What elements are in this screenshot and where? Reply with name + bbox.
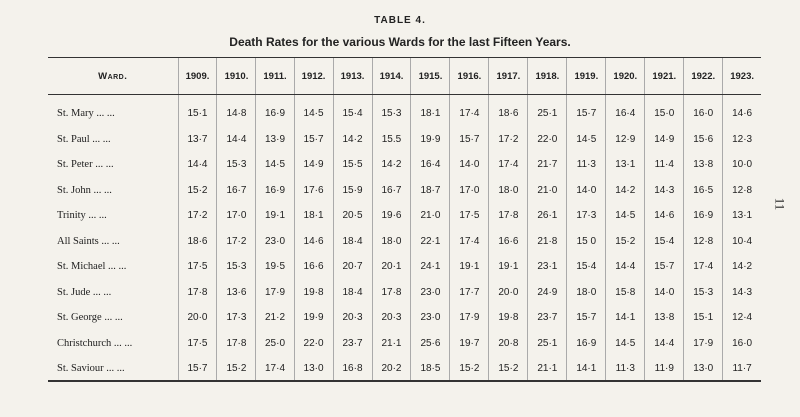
rate-cell: 17·7: [450, 280, 489, 306]
rate-cell: 21·1: [528, 356, 567, 381]
rate-cell: 16·0: [684, 95, 723, 127]
rate-cell: 15·3: [217, 254, 256, 280]
rate-cell: 25·1: [528, 331, 567, 357]
table-body: [48, 95, 761, 382]
column-header-year: 1921.: [645, 58, 684, 95]
rate-cell: 14·3: [723, 280, 761, 306]
table-row: [48, 305, 761, 331]
rate-cell: 14·9: [645, 127, 684, 153]
rate-cell: 19·9: [294, 305, 333, 331]
ward-name: St. Michael ... ...: [57, 261, 127, 273]
table-row: [48, 152, 761, 178]
table-row: [48, 95, 761, 127]
rate-cell: 12·9: [606, 127, 645, 153]
rate-cell: 13·0: [294, 356, 333, 381]
rate-cell: 18·6: [489, 95, 528, 127]
table-row: [48, 356, 761, 381]
ward-name: All Saints ... ...: [57, 235, 120, 247]
rate-cell: 11·7: [723, 356, 761, 381]
rate-cell: 22·0: [294, 331, 333, 357]
rate-cell: 19·1: [256, 203, 294, 229]
rate-cell: 15·2: [178, 178, 217, 204]
death-rates-table: [48, 57, 761, 382]
rate-cell: 23·0: [256, 229, 294, 255]
rate-cell: 16·9: [256, 95, 294, 127]
rate-cell: 17·2: [178, 203, 217, 229]
rate-cell: 14·2: [723, 254, 761, 280]
rate-cell: 16·9: [684, 203, 723, 229]
rate-cell: 18·0: [372, 229, 411, 255]
rate-cell: 16·7: [217, 178, 256, 204]
ward-name: St. George ... ...: [57, 312, 123, 324]
rate-cell: 13·8: [684, 152, 723, 178]
rate-cell: 11·3: [606, 356, 645, 381]
rate-cell: 14·6: [294, 229, 333, 255]
rate-cell: 22·0: [528, 127, 567, 153]
rate-cell: 17·3: [567, 203, 606, 229]
rate-cell: 17·3: [217, 305, 256, 331]
column-header-year: 1917.: [489, 58, 528, 95]
column-header-year: 1910.: [217, 58, 256, 95]
rate-cell: 24·1: [411, 254, 450, 280]
rate-cell: 17·9: [684, 331, 723, 357]
rate-cell: 25·6: [411, 331, 450, 357]
rate-cell: 14·4: [645, 331, 684, 357]
rate-cell: 15·7: [645, 254, 684, 280]
rate-cell: 17·8: [489, 203, 528, 229]
rate-cell: 18·4: [333, 280, 372, 306]
rate-cell: 13·6: [217, 280, 256, 306]
rate-cell: 23·0: [411, 280, 450, 306]
rate-cell: 17·6: [294, 178, 333, 204]
rate-cell: 17·2: [489, 127, 528, 153]
column-header-year: 1912.: [294, 58, 333, 95]
rate-cell: 15.5: [372, 127, 411, 153]
rate-cell: 19·8: [294, 280, 333, 306]
rate-cell: 14·0: [450, 152, 489, 178]
rate-cell: 19·1: [450, 254, 489, 280]
rate-cell: 25·1: [528, 95, 567, 127]
rate-cell: 17·5: [178, 254, 217, 280]
column-header-year: 1918.: [528, 58, 567, 95]
rate-cell: 23·7: [333, 331, 372, 357]
column-header-year: 1916.: [450, 58, 489, 95]
rate-cell: 14·6: [645, 203, 684, 229]
ward-name: St. Jude ... ...: [57, 286, 112, 298]
rate-cell: 17·9: [450, 305, 489, 331]
rate-cell: 15·3: [372, 95, 411, 127]
table-row: [48, 127, 761, 153]
rate-cell: 13·8: [645, 305, 684, 331]
rate-cell: 18·1: [294, 203, 333, 229]
rate-cell: 15·2: [606, 229, 645, 255]
rate-cell: 21·0: [411, 203, 450, 229]
rate-cell: 15 0: [567, 229, 606, 255]
rate-cell: 20·0: [489, 280, 528, 306]
rate-cell: 19·6: [372, 203, 411, 229]
rate-cell: 20·5: [333, 203, 372, 229]
rate-cell: 14·0: [567, 178, 606, 204]
ward-name: St. Saviour ... ...: [48, 356, 178, 381]
rate-cell: 17·5: [178, 331, 217, 357]
ward-name: Christchurch ... ...: [57, 337, 133, 349]
rate-cell: 15·7: [450, 127, 489, 153]
rate-cell: 14·6: [723, 95, 761, 127]
rate-cell: 20·1: [372, 254, 411, 280]
column-header-year: 1923.: [723, 58, 761, 95]
rate-cell: 16·4: [606, 95, 645, 127]
rate-cell: 17·4: [684, 254, 723, 280]
rate-cell: 23·7: [528, 305, 567, 331]
rate-cell: 18·1: [411, 95, 450, 127]
rate-cell: 23·1: [528, 254, 567, 280]
ward-name: Trinity ... ...: [57, 210, 107, 222]
rate-cell: 16·5: [684, 178, 723, 204]
rate-cell: 15·7: [567, 305, 606, 331]
table-row: [48, 280, 761, 306]
rate-cell: 14·2: [606, 178, 645, 204]
rate-cell: 14·4: [178, 152, 217, 178]
rate-cell: 16·6: [294, 254, 333, 280]
rate-cell: 22·1: [411, 229, 450, 255]
rate-cell: 20·7: [333, 254, 372, 280]
rate-cell: 17·2: [217, 229, 256, 255]
column-header-year: 1922.: [684, 58, 723, 95]
rate-cell: 14·5: [294, 95, 333, 127]
rate-cell: 13·1: [723, 203, 761, 229]
rate-cell: 14·5: [567, 127, 606, 153]
ward-name: St. Peter ... ...: [57, 159, 114, 171]
rate-cell: 16·8: [333, 356, 372, 381]
rate-cell: 14·3: [645, 178, 684, 204]
rate-cell: 21·8: [528, 229, 567, 255]
rate-cell: 19·1: [489, 254, 528, 280]
rate-cell: 11·4: [645, 152, 684, 178]
rate-cell: 15·1: [178, 95, 217, 127]
rate-cell: 10·4: [723, 229, 761, 255]
rate-cell: 11·3: [567, 152, 606, 178]
rate-cell: 18·4: [333, 229, 372, 255]
rate-cell: 21·1: [372, 331, 411, 357]
rate-cell: 12·8: [684, 229, 723, 255]
rate-cell: 17·9: [256, 280, 294, 306]
ward-name: St. John ... ...: [57, 184, 112, 196]
rate-cell: 14·4: [606, 254, 645, 280]
rate-cell: 15·3: [217, 152, 256, 178]
rate-cell: 18·0: [489, 178, 528, 204]
rate-cell: 20·0: [178, 305, 217, 331]
rate-cell: 21·2: [256, 305, 294, 331]
rate-cell: 15·5: [333, 152, 372, 178]
column-header-year: 1914.: [372, 58, 411, 95]
rate-cell: 14·9: [294, 152, 333, 178]
rate-cell: 18·5: [411, 356, 450, 381]
rate-cell: 17·8: [217, 331, 256, 357]
rate-cell: 13·1: [606, 152, 645, 178]
rate-cell: 12·8: [723, 178, 761, 204]
rate-cell: 15·7: [567, 95, 606, 127]
rate-cell: 17·8: [178, 280, 217, 306]
rate-cell: 26·1: [528, 203, 567, 229]
rate-cell: 14·1: [567, 356, 606, 381]
rate-cell: 14·1: [606, 305, 645, 331]
rate-cell: 20·8: [489, 331, 528, 357]
column-header-year: 1913.: [333, 58, 372, 95]
rate-cell: 15·4: [645, 229, 684, 255]
column-header-year: 1915.: [411, 58, 450, 95]
column-header-year: 1919.: [567, 58, 606, 95]
rate-cell: 19·7: [450, 331, 489, 357]
rate-cell: 14·0: [645, 280, 684, 306]
rate-cell: 16·4: [411, 152, 450, 178]
rate-cell: 15·2: [217, 356, 256, 381]
rate-cell: 15·3: [684, 280, 723, 306]
rate-cell: 12·3: [723, 127, 761, 153]
rate-cell: 18·7: [411, 178, 450, 204]
rate-cell: 15·9: [333, 178, 372, 204]
table-row: [48, 203, 761, 229]
header-row: [48, 58, 761, 95]
rate-cell: 17·4: [450, 229, 489, 255]
table-row: [48, 331, 761, 357]
rate-cell: 15·0: [645, 95, 684, 127]
rate-cell: 18·0: [567, 280, 606, 306]
rate-cell: 17·4: [256, 356, 294, 381]
rate-cell: 20·3: [372, 305, 411, 331]
rate-cell: 17·0: [217, 203, 256, 229]
rate-cell: 13·0: [684, 356, 723, 381]
rate-cell: 15·2: [450, 356, 489, 381]
table-row: [48, 178, 761, 204]
column-header-ward: Ward.: [48, 58, 178, 95]
rate-cell: 14·5: [256, 152, 294, 178]
rate-cell: 19·5: [256, 254, 294, 280]
rate-cell: 15·2: [489, 356, 528, 381]
rate-cell: 15·8: [606, 280, 645, 306]
rate-cell: 17·4: [450, 95, 489, 127]
rate-cell: 15·7: [178, 356, 217, 381]
rate-cell: 11·9: [645, 356, 684, 381]
column-header-year: 1909.: [178, 58, 217, 95]
ward-name: St. Mary ... ...: [57, 108, 115, 120]
rate-cell: 16·7: [372, 178, 411, 204]
rate-cell: 14·5: [606, 203, 645, 229]
rate-cell: 20·2: [372, 356, 411, 381]
rate-cell: 14·2: [372, 152, 411, 178]
rate-cell: 23·0: [411, 305, 450, 331]
rate-cell: 12·4: [723, 305, 761, 331]
rate-cell: 19·9: [411, 127, 450, 153]
rate-cell: 14·2: [333, 127, 372, 153]
rate-cell: 16·9: [256, 178, 294, 204]
rate-cell: 25·0: [256, 331, 294, 357]
table-row: [48, 254, 761, 280]
rate-cell: 13·9: [256, 127, 294, 153]
rate-cell: 18·6: [178, 229, 217, 255]
rate-cell: 17·5: [450, 203, 489, 229]
rate-cell: 15·4: [333, 95, 372, 127]
rate-cell: 13·7: [178, 127, 217, 153]
rate-cell: 14·4: [217, 127, 256, 153]
rate-cell: 21·0: [528, 178, 567, 204]
column-header-year: 1911.: [256, 58, 294, 95]
rate-cell: 15·1: [684, 305, 723, 331]
rate-cell: 19·8: [489, 305, 528, 331]
rate-cell: 15·7: [294, 127, 333, 153]
rate-cell: 15·6: [684, 127, 723, 153]
rate-cell: 17·4: [489, 152, 528, 178]
page-number: 11: [772, 197, 788, 211]
rate-cell: 16·0: [723, 331, 761, 357]
rate-cell: 10·0: [723, 152, 761, 178]
rate-cell: 14·8: [217, 95, 256, 127]
rate-cell: 14·5: [606, 331, 645, 357]
rate-cell: 16·6: [489, 229, 528, 255]
rate-cell: 17·0: [450, 178, 489, 204]
rate-cell: 16·9: [567, 331, 606, 357]
table-number: TABLE 4.: [374, 15, 426, 26]
table-caption: Death Rates for the various Wards for the last Fifteen Years.: [229, 35, 571, 49]
column-header-year: 1920.: [606, 58, 645, 95]
table-row: [48, 229, 761, 255]
rate-cell: 24·9: [528, 280, 567, 306]
rate-cell: 20·3: [333, 305, 372, 331]
rate-cell: 21·7: [528, 152, 567, 178]
rate-cell: 17·8: [372, 280, 411, 306]
ward-name: St. Paul ... ...: [57, 133, 111, 145]
rate-cell: 15·4: [567, 254, 606, 280]
